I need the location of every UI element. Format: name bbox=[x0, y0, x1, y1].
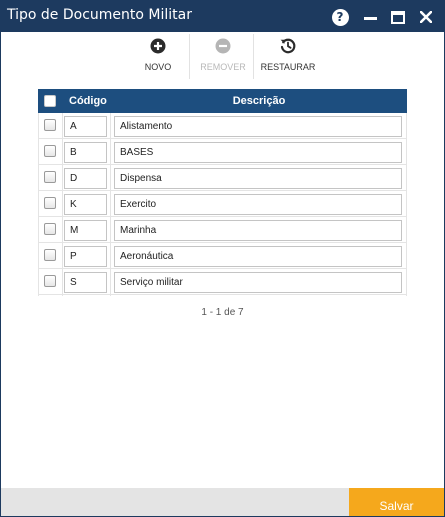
minimize-icon bbox=[364, 17, 377, 20]
codigo-input[interactable]: P bbox=[64, 246, 107, 267]
table-row[interactable] bbox=[38, 139, 407, 165]
maximize-icon bbox=[391, 11, 405, 24]
column-header-descricao[interactable]: Descrição bbox=[232, 95, 286, 107]
codigo-input[interactable]: B bbox=[64, 142, 107, 163]
window-title: Tipo de Documento Militar bbox=[7, 7, 192, 23]
descricao-input[interactable]: Aeronáutica bbox=[114, 246, 402, 267]
grid-border-right bbox=[406, 113, 407, 296]
descricao-input[interactable]: Alistamento bbox=[114, 116, 402, 137]
select-all-checkbox[interactable] bbox=[44, 95, 56, 107]
row-checkbox[interactable] bbox=[44, 145, 56, 157]
descricao-input[interactable]: Dispensa bbox=[114, 168, 402, 189]
restaurar-label: RESTAURAR bbox=[260, 62, 316, 72]
row-checkbox[interactable] bbox=[44, 197, 56, 209]
restaurar-button[interactable] bbox=[259, 35, 317, 79]
codigo-input[interactable]: M bbox=[64, 220, 107, 241]
toolbar-divider bbox=[189, 34, 190, 79]
table-row[interactable] bbox=[38, 269, 407, 295]
maximize-button[interactable] bbox=[388, 7, 408, 27]
restore-icon bbox=[279, 37, 297, 55]
grid-border-left bbox=[38, 113, 39, 296]
row-checkbox[interactable] bbox=[44, 249, 56, 261]
table-row[interactable] bbox=[38, 165, 407, 191]
minus-circle-icon bbox=[214, 37, 232, 55]
title-bar[interactable] bbox=[1, 1, 444, 32]
table-row[interactable] bbox=[38, 113, 407, 139]
pagination-info: 1 - 1 de 7 bbox=[201, 307, 244, 318]
codigo-input[interactable]: S bbox=[64, 272, 107, 293]
row-checkbox[interactable] bbox=[44, 119, 56, 131]
table-row[interactable] bbox=[38, 243, 407, 269]
descricao-input[interactable]: Exercito bbox=[114, 194, 402, 215]
novo-button[interactable] bbox=[139, 35, 177, 79]
help-icon: ? bbox=[332, 9, 349, 26]
help-button[interactable] bbox=[330, 7, 350, 27]
row-checkbox[interactable] bbox=[44, 223, 56, 235]
toolbar bbox=[1, 35, 444, 79]
grid-column-divider bbox=[62, 113, 63, 296]
table-row[interactable] bbox=[38, 191, 407, 217]
novo-label: NOVO bbox=[144, 62, 172, 72]
data-grid bbox=[38, 89, 407, 295]
codigo-input[interactable]: A bbox=[64, 116, 107, 137]
row-checkbox[interactable] bbox=[44, 275, 56, 287]
remover-button[interactable] bbox=[197, 35, 249, 79]
codigo-input[interactable]: D bbox=[64, 168, 107, 189]
remover-label: REMOVER bbox=[200, 62, 246, 72]
plus-circle-icon bbox=[149, 37, 167, 55]
toolbar-divider bbox=[253, 34, 254, 79]
grid-column-divider bbox=[110, 113, 111, 296]
column-header-codigo[interactable]: Código bbox=[69, 95, 107, 107]
codigo-input[interactable]: K bbox=[64, 194, 107, 215]
close-icon bbox=[420, 11, 432, 23]
close-button[interactable] bbox=[416, 7, 436, 27]
row-checkbox[interactable] bbox=[44, 171, 56, 183]
table-row[interactable] bbox=[38, 217, 407, 243]
descricao-input[interactable]: Marinha bbox=[114, 220, 402, 241]
grid-header bbox=[38, 89, 407, 113]
descricao-input[interactable]: Serviço militar bbox=[114, 272, 402, 293]
minimize-button[interactable] bbox=[360, 7, 380, 27]
descricao-input[interactable]: BASES bbox=[114, 142, 402, 163]
save-button[interactable]: Salvar bbox=[349, 488, 444, 516]
